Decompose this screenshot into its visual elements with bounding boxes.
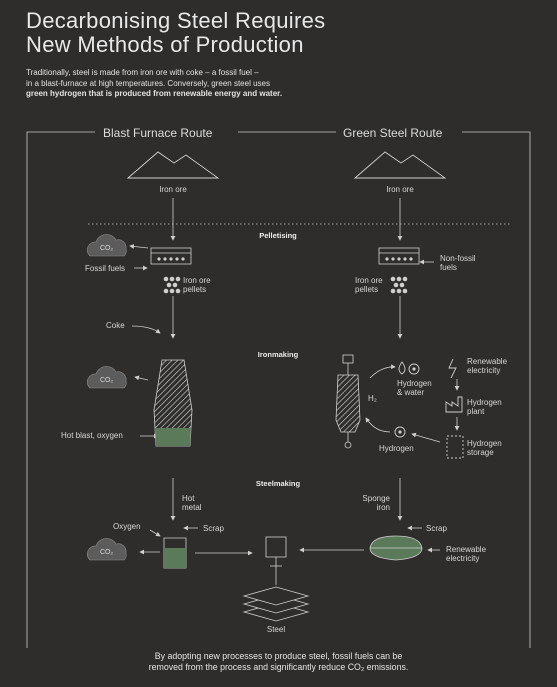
label-co2-1: CO₂ (100, 245, 114, 252)
blast-furnace-icon (154, 360, 192, 446)
footer-line-2: removed from the process and significantly reduce CO₂ emissions. (148, 662, 409, 672)
label-hydrogen-plant-2: plant (467, 407, 485, 416)
label-hydrogen-plant-1: Hydrogen (467, 398, 502, 407)
label-scrap-right: Scrap (426, 524, 447, 533)
label-hot-metal-2: metal (182, 503, 202, 512)
label-hydrogen-water-1: Hydrogen (397, 379, 432, 388)
section-ironmaking: Ironmaking (257, 350, 299, 359)
intro-highlight: green hydrogen that is produced from renewable energy and water. (26, 89, 283, 98)
label-non-fossil-fuels (440, 254, 476, 272)
factory-icon (446, 397, 462, 412)
label-pellets-right-1: Iron ore (355, 276, 383, 285)
mountain-right-icon (355, 152, 445, 178)
lightning-icon (449, 359, 456, 378)
converter-icon (164, 538, 186, 568)
label-hot-blast: Hot blast, oxygen (61, 431, 123, 440)
label-coke: Coke (106, 321, 125, 330)
label-renewable-2b: electricity (446, 554, 480, 563)
title-line-1: Decarbonising Steel Requires (26, 8, 326, 33)
caster-icon (266, 537, 286, 585)
label-hydrogen-water (397, 379, 432, 397)
arrow-storage-h2 (412, 434, 440, 442)
label-renewable-electricity-2 (446, 545, 486, 563)
label-pellets-left-1: Iron ore (183, 276, 211, 285)
label-co2-3: CO₂ (100, 549, 114, 556)
label-hydrogen-storage-1: Hydrogen (467, 439, 502, 448)
pelletiser-right-icon (379, 248, 419, 264)
label-renew-elec-a: Renewable (467, 357, 508, 366)
label-renewable-2a: Renewable (446, 545, 487, 554)
label-oxygen: Oxygen (113, 522, 141, 531)
footer-line-1: By adopting new processes to produce steel, fossil fuels can be (154, 651, 403, 661)
section-pelletising: Pelletising (259, 231, 297, 240)
steel-stack-icon (244, 587, 308, 621)
label-iron-ore-left: Iron ore (159, 185, 187, 194)
arrow-co2-b (135, 377, 148, 380)
arrow-h2-out (370, 367, 395, 378)
frame-left (27, 132, 95, 648)
label-pellets-left-2: pellets (183, 285, 207, 294)
frame-right (462, 132, 530, 648)
intro-line-2: in a blast-furnace at high temperatures. Conversely, green steel uses (26, 78, 270, 88)
label-renewable-electricity-1 (467, 357, 507, 375)
shaft-furnace-icon (336, 355, 360, 448)
arrow-oxygen (150, 530, 160, 536)
water-drop-icon (399, 362, 405, 374)
electric-arc-furnace-icon (370, 536, 422, 560)
label-hydrogen-water-2: & water (397, 388, 425, 397)
label-hydrogen-storage (467, 439, 502, 457)
label-iron-ore-right: Iron ore (386, 185, 414, 194)
label-pellets-right-2: pellets (355, 285, 379, 294)
label-co2-2: CO₂ (100, 377, 114, 384)
arrow-co2-a (130, 246, 148, 248)
title-line-2: New Methods of Production (26, 32, 304, 57)
label-iron-ore-pellets-left (183, 276, 211, 294)
label-hot-metal (182, 494, 202, 512)
label-iron-ore-pellets-right (355, 276, 383, 294)
label-sponge-2: iron (376, 503, 390, 512)
mountain-left-icon (128, 152, 218, 178)
storage-tank-icon (447, 436, 463, 458)
label-sponge-iron (360, 494, 390, 512)
label-renew-elec-b: electricity (467, 366, 501, 375)
label-hydrogen-storage-2: storage (467, 448, 494, 457)
pelletiser-left-icon (151, 248, 191, 264)
section-steelmaking: Steelmaking (255, 479, 301, 488)
label-scrap-left: Scrap (203, 524, 224, 533)
route-heading-blast-furnace: Blast Furnace Route (103, 126, 213, 140)
label-hydrogen-plant (467, 398, 502, 416)
label-hot-metal-1: Hot (182, 494, 195, 503)
footer-text (0, 651, 557, 673)
label-fossil-fuels: Fossil fuels (85, 264, 126, 273)
arrow-coke (132, 326, 160, 333)
label-non-fossil-1: Non-fossil (440, 254, 476, 263)
label-h2: H₂ (368, 394, 377, 403)
arrow-h2-in (366, 418, 390, 432)
intro-line-1: Traditionally, steel is made from iron ore with coke – a fossil fuel – (26, 68, 259, 77)
label-hydrogen: Hydrogen (379, 444, 414, 453)
route-heading-green-steel: Green Steel Route (343, 126, 443, 140)
label-sponge-1: Sponge (362, 494, 390, 503)
label-non-fossil-2: fuels (440, 263, 457, 272)
label-steel: Steel (266, 625, 286, 634)
